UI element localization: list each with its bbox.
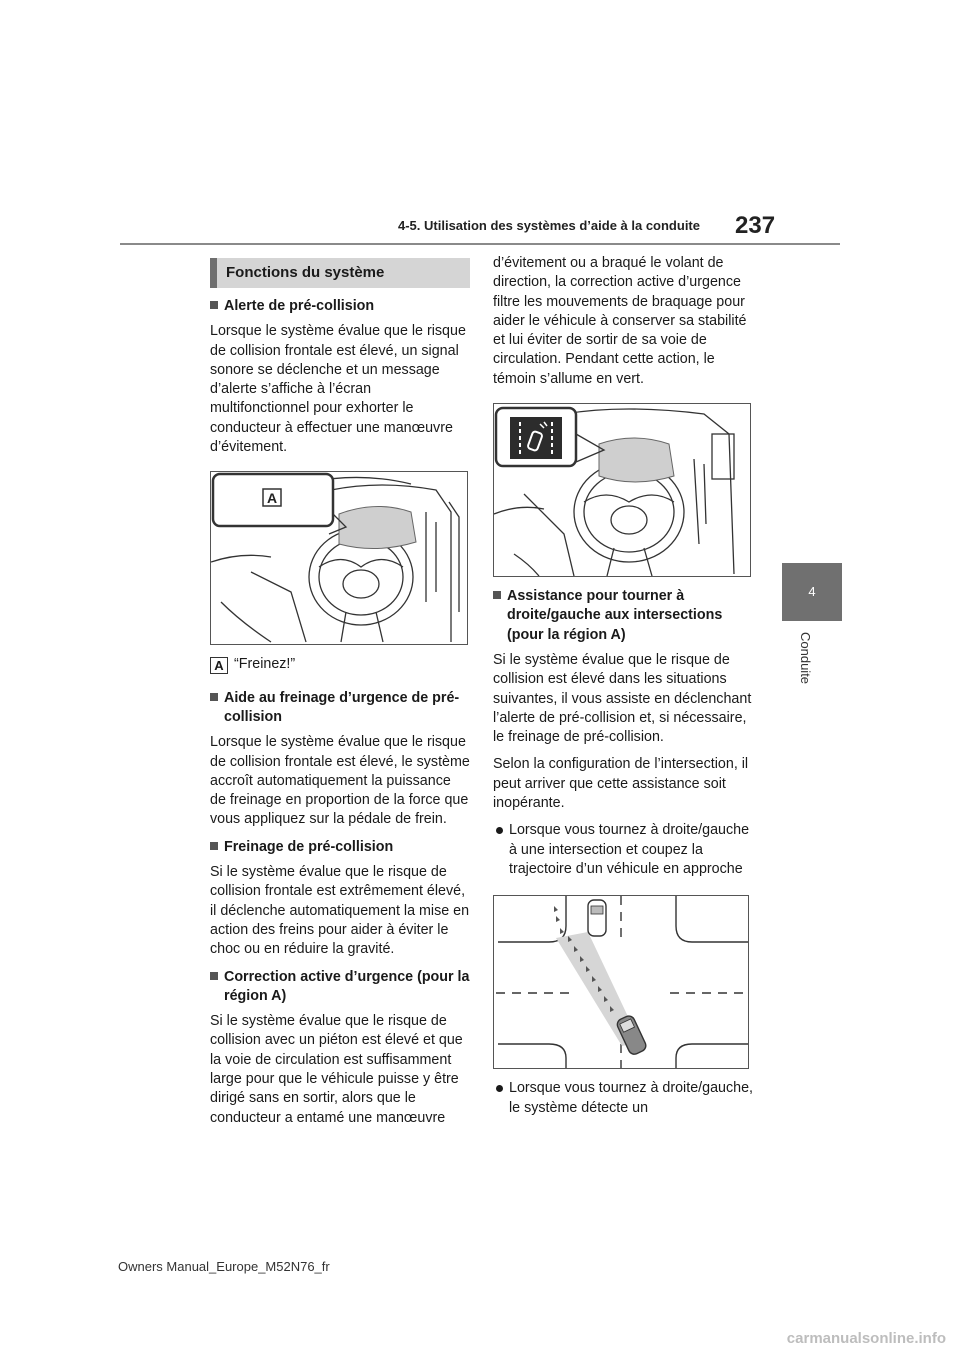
bullet-item: Lorsque vous tournez à droite/gauche, le système détecte un — [493, 1079, 753, 1118]
left-column — [210, 258, 470, 1136]
round-bullet-icon — [496, 1085, 503, 1092]
item-text: Selon la configuration de l’intersection, il peut arriver que cette assistance soit inopérante. — [493, 756, 749, 812]
item-heading: Aide au freinage d’urgence de pré-collision — [210, 689, 470, 728]
figure-label-a: A — [266, 490, 278, 507]
item-heading: Assistance pour tourner à droite/gauche aux intersections (pour la région A) — [493, 587, 753, 645]
watermark: carmanualsonline.info — [786, 1330, 946, 1347]
footer-text: Owners Manual_Europe_M52N76_fr — [118, 1259, 330, 1274]
section-heading: Fonctions du système — [210, 258, 470, 288]
chapter-tab[interactable]: 4 — [782, 563, 842, 621]
square-bullet-icon — [493, 591, 501, 599]
item-text: Si le système évalue que le risque de collision avec un piéton est élevé et que la voie de circulation est suffisamment large pour que le véhicule puisse y être dirigé sans en sortir, alors que le conducteur a entamé une manœuvre — [210, 1013, 463, 1126]
item-text: Lorsque le système évalue que le risque de collision frontale est élevé, le système accroît automatiquement la puissance de freinage en proportion de la force que vous appliquez sur la pédale de frein. — [210, 734, 470, 828]
steering-illustration — [494, 404, 750, 576]
bullet-item: Lorsque vous tournez à droite/gauche à une intersection et coupez la trajectoire d’un véhicule en approche — [493, 821, 753, 879]
figure-intersection — [493, 895, 749, 1069]
square-bullet-icon — [210, 842, 218, 850]
figure-legend — [210, 655, 470, 674]
right-column — [493, 254, 753, 1126]
legend-text: “Freinez!” — [234, 656, 296, 673]
item-text: Si le système évalue que le risque de collision frontale est extrêmement élevé, il déclenche automatiquement la mise en action des freins pour aider à éviter le choc ou en réduire la gravité. — [210, 864, 470, 958]
intersection-illustration — [494, 896, 748, 1068]
item-text: Si le système évalue que le risque de collision est élevé dans les situations suivantes, il vous assiste en déclenchant l’alerte de pré-collision et, si nécessaire, le freinage de pré-collision. — [493, 651, 752, 746]
chapter-label: Conduite — [798, 632, 813, 685]
section-title: 4-5. Utilisation des systèmes d’aide à la conduite — [398, 218, 700, 233]
dashboard-illustration — [211, 472, 467, 644]
page-number: 237 — [735, 212, 776, 239]
square-bullet-icon — [210, 972, 218, 980]
legend-key: A — [210, 657, 228, 674]
item-heading: Freinage de pré-collision — [210, 838, 470, 857]
square-bullet-icon — [210, 693, 218, 701]
oncoming-car-icon — [588, 900, 606, 936]
round-bullet-icon — [496, 827, 503, 834]
item-heading: Alerte de pré-collision — [210, 297, 470, 316]
figure-dashboard-alert — [210, 471, 468, 645]
item-text: Lorsque le système évalue que le risque de collision frontale est élevé, un signal sonore se déclenche et un message d’alerte s’affiche à l’écran multifonctionnel pour exhorter le conducteur à effectuer une manœuvre d’évitement. — [210, 323, 466, 456]
square-bullet-icon — [210, 301, 218, 309]
continuation-text: d’évitement ou a braqué le volant de direction, la correction active d’urgence filtre les mouvements de braquage pour aider le véhicule à conserver sa stabilité et lui éviter de sortir de sa voie de circulation. Pendant cette action, le témoin s’allume en vert. — [493, 255, 747, 387]
item-heading: Correction active d’urgence (pour la région A) — [210, 968, 470, 1007]
header-rule — [120, 243, 840, 245]
figure-steering-indicator — [493, 403, 751, 577]
